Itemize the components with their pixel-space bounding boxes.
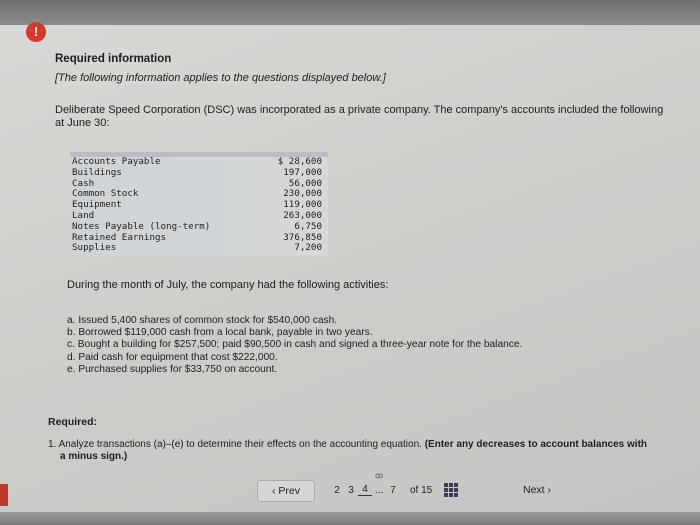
next-label: Next	[522, 484, 545, 496]
account-amount: 56,000	[288, 177, 322, 189]
account-name: Buildings	[72, 166, 122, 178]
account-amount: 197,000	[283, 166, 322, 178]
page-link[interactable]: 7	[390, 484, 396, 496]
account-amount: 263,000	[283, 209, 322, 221]
activities-intro: During the month of July, the company had the following activities:	[67, 279, 389, 291]
page-ellipsis: ...	[374, 484, 384, 496]
prev-label: Prev	[278, 485, 300, 497]
top-bar	[0, 0, 700, 25]
alert-icon: !	[26, 22, 46, 42]
account-name: Supplies	[72, 242, 117, 254]
pagination	[330, 480, 458, 500]
account-amount: $ 28,600	[277, 156, 322, 167]
account-name: Accounts Payable	[72, 156, 161, 167]
required-instruction	[48, 439, 688, 463]
list-item: d. Paid cash for equipment that cost $222,000.	[67, 351, 278, 363]
account-amount: 230,000	[283, 188, 322, 200]
chevron-right-icon: ›	[547, 484, 551, 496]
account-balances-table	[70, 152, 328, 256]
info-note: [The following information applies to the questions displayed below.]	[55, 72, 386, 84]
list-item: b. Borrowed $119,000 cash from a local bank, payable in two years.	[67, 327, 373, 339]
account-name: Land	[72, 209, 95, 221]
instruction-emphasis-cont: a minus sign.)	[60, 451, 128, 462]
account-name: Notes Payable (long-term)	[72, 220, 211, 232]
account-name: Retained Earnings	[72, 231, 167, 243]
prev-button[interactable]	[257, 480, 315, 502]
list-item: c. Bought a building for $257,500; paid $90,500 in cash and signed a three-year note for the balance.	[67, 339, 523, 351]
required-label: Required:	[48, 416, 98, 428]
account-amount: 119,000	[283, 199, 322, 211]
page-link[interactable]: 3	[348, 484, 354, 496]
account-amount: 376,850	[283, 231, 322, 243]
chevron-left-icon: ‹	[271, 485, 276, 497]
intro-text: Deliberate Speed Corporation (DSC) was incorporated as a private company. The company's accounts included the following at June 30:	[55, 104, 664, 129]
page-link[interactable]: 2	[334, 484, 340, 496]
activities-list	[67, 315, 522, 376]
table-row	[70, 222, 328, 233]
link-icon: ꝏ	[375, 471, 384, 480]
list-item: a. Issued 5,400 shares of common stock for $540,000 cash.	[67, 315, 338, 326]
list-item: e. Purchased supplies for $33,750 on account.	[67, 363, 278, 375]
next-button[interactable]	[508, 480, 566, 500]
account-amount: 7,200	[294, 242, 322, 254]
section-heading: Required information	[55, 53, 172, 65]
table-row	[70, 168, 328, 179]
page-link-current[interactable]: 4	[358, 484, 372, 496]
table-row	[70, 243, 328, 254]
red-edge-marker	[0, 484, 8, 506]
grid-icon[interactable]	[444, 483, 458, 497]
instruction-emphasis: (Enter any decreases to account balances with	[424, 439, 648, 450]
account-name: Cash	[72, 177, 95, 189]
page-count: of 15	[410, 484, 433, 496]
account-amount: 6,750	[294, 220, 322, 232]
bottom-bar	[0, 512, 700, 525]
account-name: Common Stock	[72, 188, 139, 200]
account-name: Equipment	[72, 199, 122, 211]
instruction-text: 1. Analyze transactions (a)–(e) to determine their effects on the accounting equation.	[48, 439, 422, 450]
